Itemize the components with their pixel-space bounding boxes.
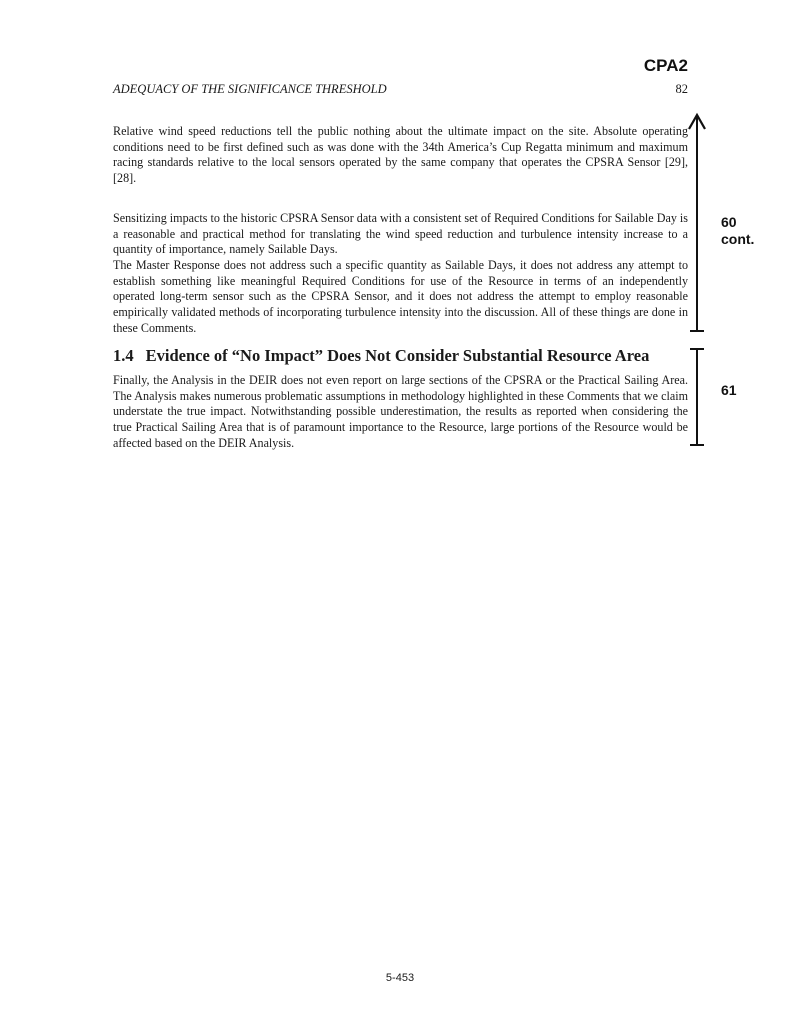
bracket-label-60-cont: cont.: [721, 231, 755, 247]
bracket-label-61: 61: [721, 382, 737, 398]
section-title: Evidence of “No Impact” Does Not Consider Substantial Resource Area: [145, 346, 650, 365]
running-head-page-number: 82: [675, 82, 688, 96]
paragraph-sensitizing-impacts: Sensitizing impacts to the historic CPSRA Sensor data with a consistent set of Required Conditions for Sailable Day is a reasonable and practical method for translating the wind speed reduction and turbulence intensity increase to a quantity of importance, namely Sailable Days.: [113, 211, 688, 257]
paragraph-relative-wind: Relative wind speed reductions tell the public nothing about the ultimate impact on the site. Absolute operating conditions need to be first defined such as was done with the 34th America’s Cup Regatta minimum and maximum racing standards relative to the local sensors operated by the same company that operates the CPSRA Sensor [29], [28].: [113, 124, 688, 186]
document-code: CPA2: [643, 56, 688, 75]
running-head: [113, 82, 688, 100]
paragraph-finally-analysis: Finally, the Analysis in the DEIR does not even report on large sections of the CPSRA or the Practical Sailing Area. The Analysis makes numerous problematic assumptions in methodology highlighted in these Comments that we claim understate the true impact. Notwithstanding possible underestimation, the results as reported when considering the true Practical Sailing Area that is of paramount importance to the Resource, large portions of the Resource would be affected based on the DEIR Analysis.: [113, 373, 688, 450]
bracket-line-60: [696, 116, 698, 332]
running-head-title: ADEQUACY OF THE SIGNIFICANCE THRESHOLD: [113, 82, 387, 96]
section-number: 1.4: [113, 346, 134, 365]
bracket-label-60: [721, 214, 754, 248]
bracket-tick-61-bottom: [690, 444, 704, 446]
bracket-label-60-number: 60: [721, 214, 737, 230]
bracket-tick-60: [690, 330, 704, 332]
section-heading: [113, 346, 693, 366]
bracket-line-61: [696, 348, 698, 446]
paragraph-master-response: The Master Response does not address such a specific quantity as Sailable Days, it does not address any attempt to establish something like meaningful Required Conditions for use of the Resource in terms of an independently operated long-term sensor such as the CPSRA Sensor, and it does not address the attempt to employ reasonable empirically validated methods of incorporating turbulence intensity into the discussion. All of these things are done in these Comments.: [113, 258, 688, 335]
footer-page-number: 5-453: [385, 972, 415, 984]
